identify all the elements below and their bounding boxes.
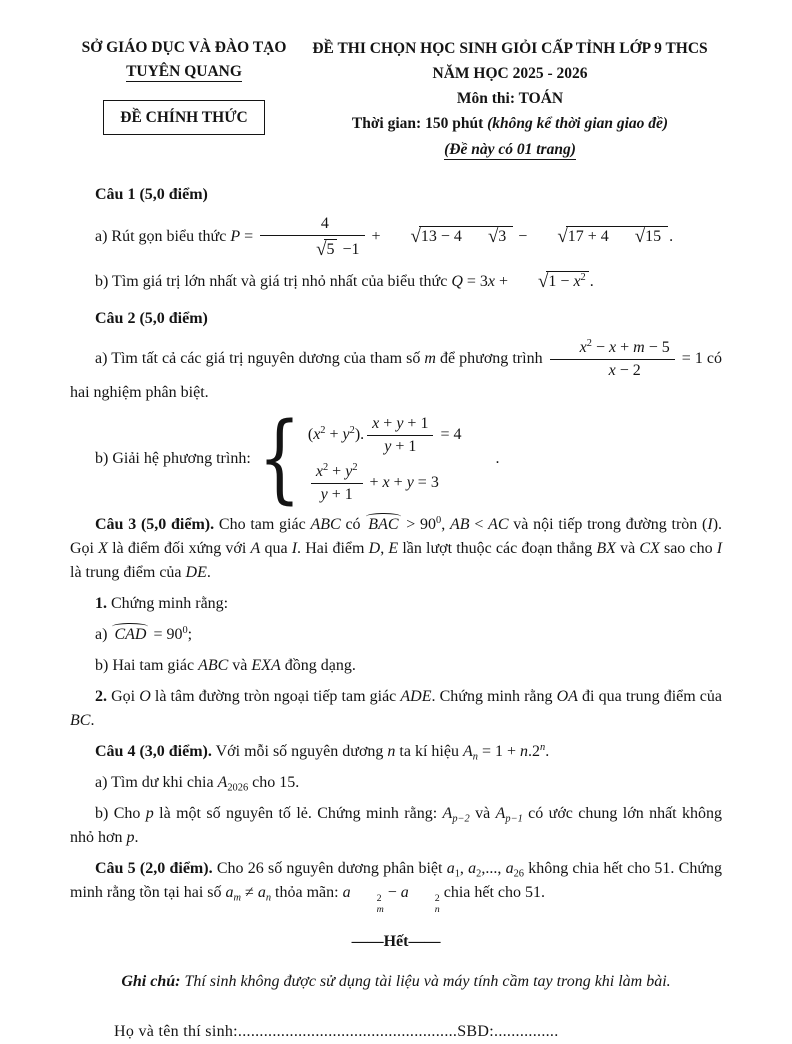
q4-part-a: a) Tìm dư khi chia $A_{2026}$ cho 15.: [95, 773, 300, 794]
q3-intro: Câu 3 (5,0 điểm). Cho tam giác ABC có BAC > $90^0$, AB < AC và nội tiếp trong đường tròn (I). Gọi X là điểm đối xứng với A qua I. Hai điểm D, E lần lượt thuộc các đoạn thẳng BX và CX sao cho I là trung điểm của DE.: [70, 514, 723, 581]
q2-part-a: a) Tìm tất cả các giá trị nguyên dương của tham số m để phương trình $\frac{x^2 - x + m - 5}{x - 2}$ = 1 có hai nghiệm phân biệt.: [70, 338, 723, 402]
q4-intro: Câu 4 (3,0 điểm). Với mỗi số nguyên dương n ta kí hiệu $A_n = 1 + n.2^n$.: [95, 741, 550, 763]
q5-intro: Câu 5 (2,0 điểm). Cho 26 số nguyên dương phân biệt $a_1$, $a_2$,..., $a_{26}$ không chia hết cho 51. Chứng minh rằng tồn tại hai số $a_m \ne a_n$ thỏa mãn: a 2 m − a 2 n chia hết cho 51.: [70, 859, 723, 915]
equation-1: $(x^2 + y^2)$. $\frac{x + y + 1}{y + 1}$ = 4: [307, 414, 462, 455]
q3-claim-b: b) Hai tam giác ABC và EXA đồng dạng.: [95, 656, 356, 674]
time-note: (không kể thời gian giao đề): [487, 115, 669, 133]
q4-part-b: b) Cho p là một số nguyên tố lẻ. Chứng minh rằng: $A_{p-2}$ và $A_{p-1}$ có ước chung lớn nhất không nhỏ hơn p.: [70, 804, 723, 846]
official-box-wrap: [70, 100, 298, 135]
document-header: [70, 36, 722, 163]
q3-claim-a: a) CAD = $90^0$;: [95, 624, 193, 643]
page-count-note: (Đề này có 01 trang): [444, 141, 576, 159]
q1-part-a: a) Rút gọn biểu thức P = $\frac{4}{√5 -1}$ + √13 − 4 √3 − √17 + 4 √15 .: [95, 214, 674, 260]
system-period: .: [495, 450, 500, 468]
system-brace-symbol: {: [257, 402, 301, 515]
exam-title-block: [298, 36, 722, 163]
q2-part-b: [70, 402, 722, 515]
q2-part-b-label: b) Giải hệ phương trình:: [95, 450, 251, 468]
exam-note: Ghi chú: Thí sinh không được sử dụng tài liệu và máy tính cầm tay trong khi làm bài.: [121, 972, 671, 990]
time-line: [298, 111, 722, 136]
end-marker: ——Hết——: [351, 932, 441, 950]
candidate-name-line: Họ và tên thí sinh:...................................................SBD:...............: [114, 1022, 559, 1040]
exam-title: ĐỀ THI CHỌN HỌC SINH GIỎI CẤP TỈNH LỚP 9 THCS: [312, 40, 708, 57]
q1-part-b: b) Tìm giá trị lớn nhất và giá trị nhỏ nhất của biểu thức $Q = 3x + √1 - x^2$ .: [95, 271, 594, 293]
school-year: NĂM HỌC 2025 - 2026: [432, 65, 588, 83]
q3-part-2: 2. Gọi O là tâm đường tròn ngoại tiếp tam giác ADE. Chứng minh rằng OA đi qua trung điểm của BC.: [70, 687, 722, 729]
exam-body: [70, 183, 722, 1044]
issuer-block: [70, 36, 298, 135]
equation-system: [308, 414, 462, 505]
q2-heading: Câu 2 (5,0 điểm): [95, 310, 208, 328]
official-exam-label: ĐỀ CHÍNH THỨC: [120, 108, 248, 126]
issuer-province: TUYÊN QUANG: [126, 63, 242, 81]
equation-2: $\frac{x^2 + y^2}{y + 1}$ + x + y = 3: [308, 462, 462, 505]
time-limit: Thời gian: 150 phút: [351, 115, 488, 133]
q1-heading: Câu 1 (5,0 điểm): [95, 185, 208, 203]
subject-line: Môn thi: TOÁN: [456, 90, 564, 108]
issuer-name: SỞ GIÁO DỤC VÀ ĐÀO TẠO: [81, 39, 287, 56]
q3-claim-heading: 1. Chứng minh rằng:: [95, 594, 229, 612]
official-exam-box: [103, 100, 264, 135]
